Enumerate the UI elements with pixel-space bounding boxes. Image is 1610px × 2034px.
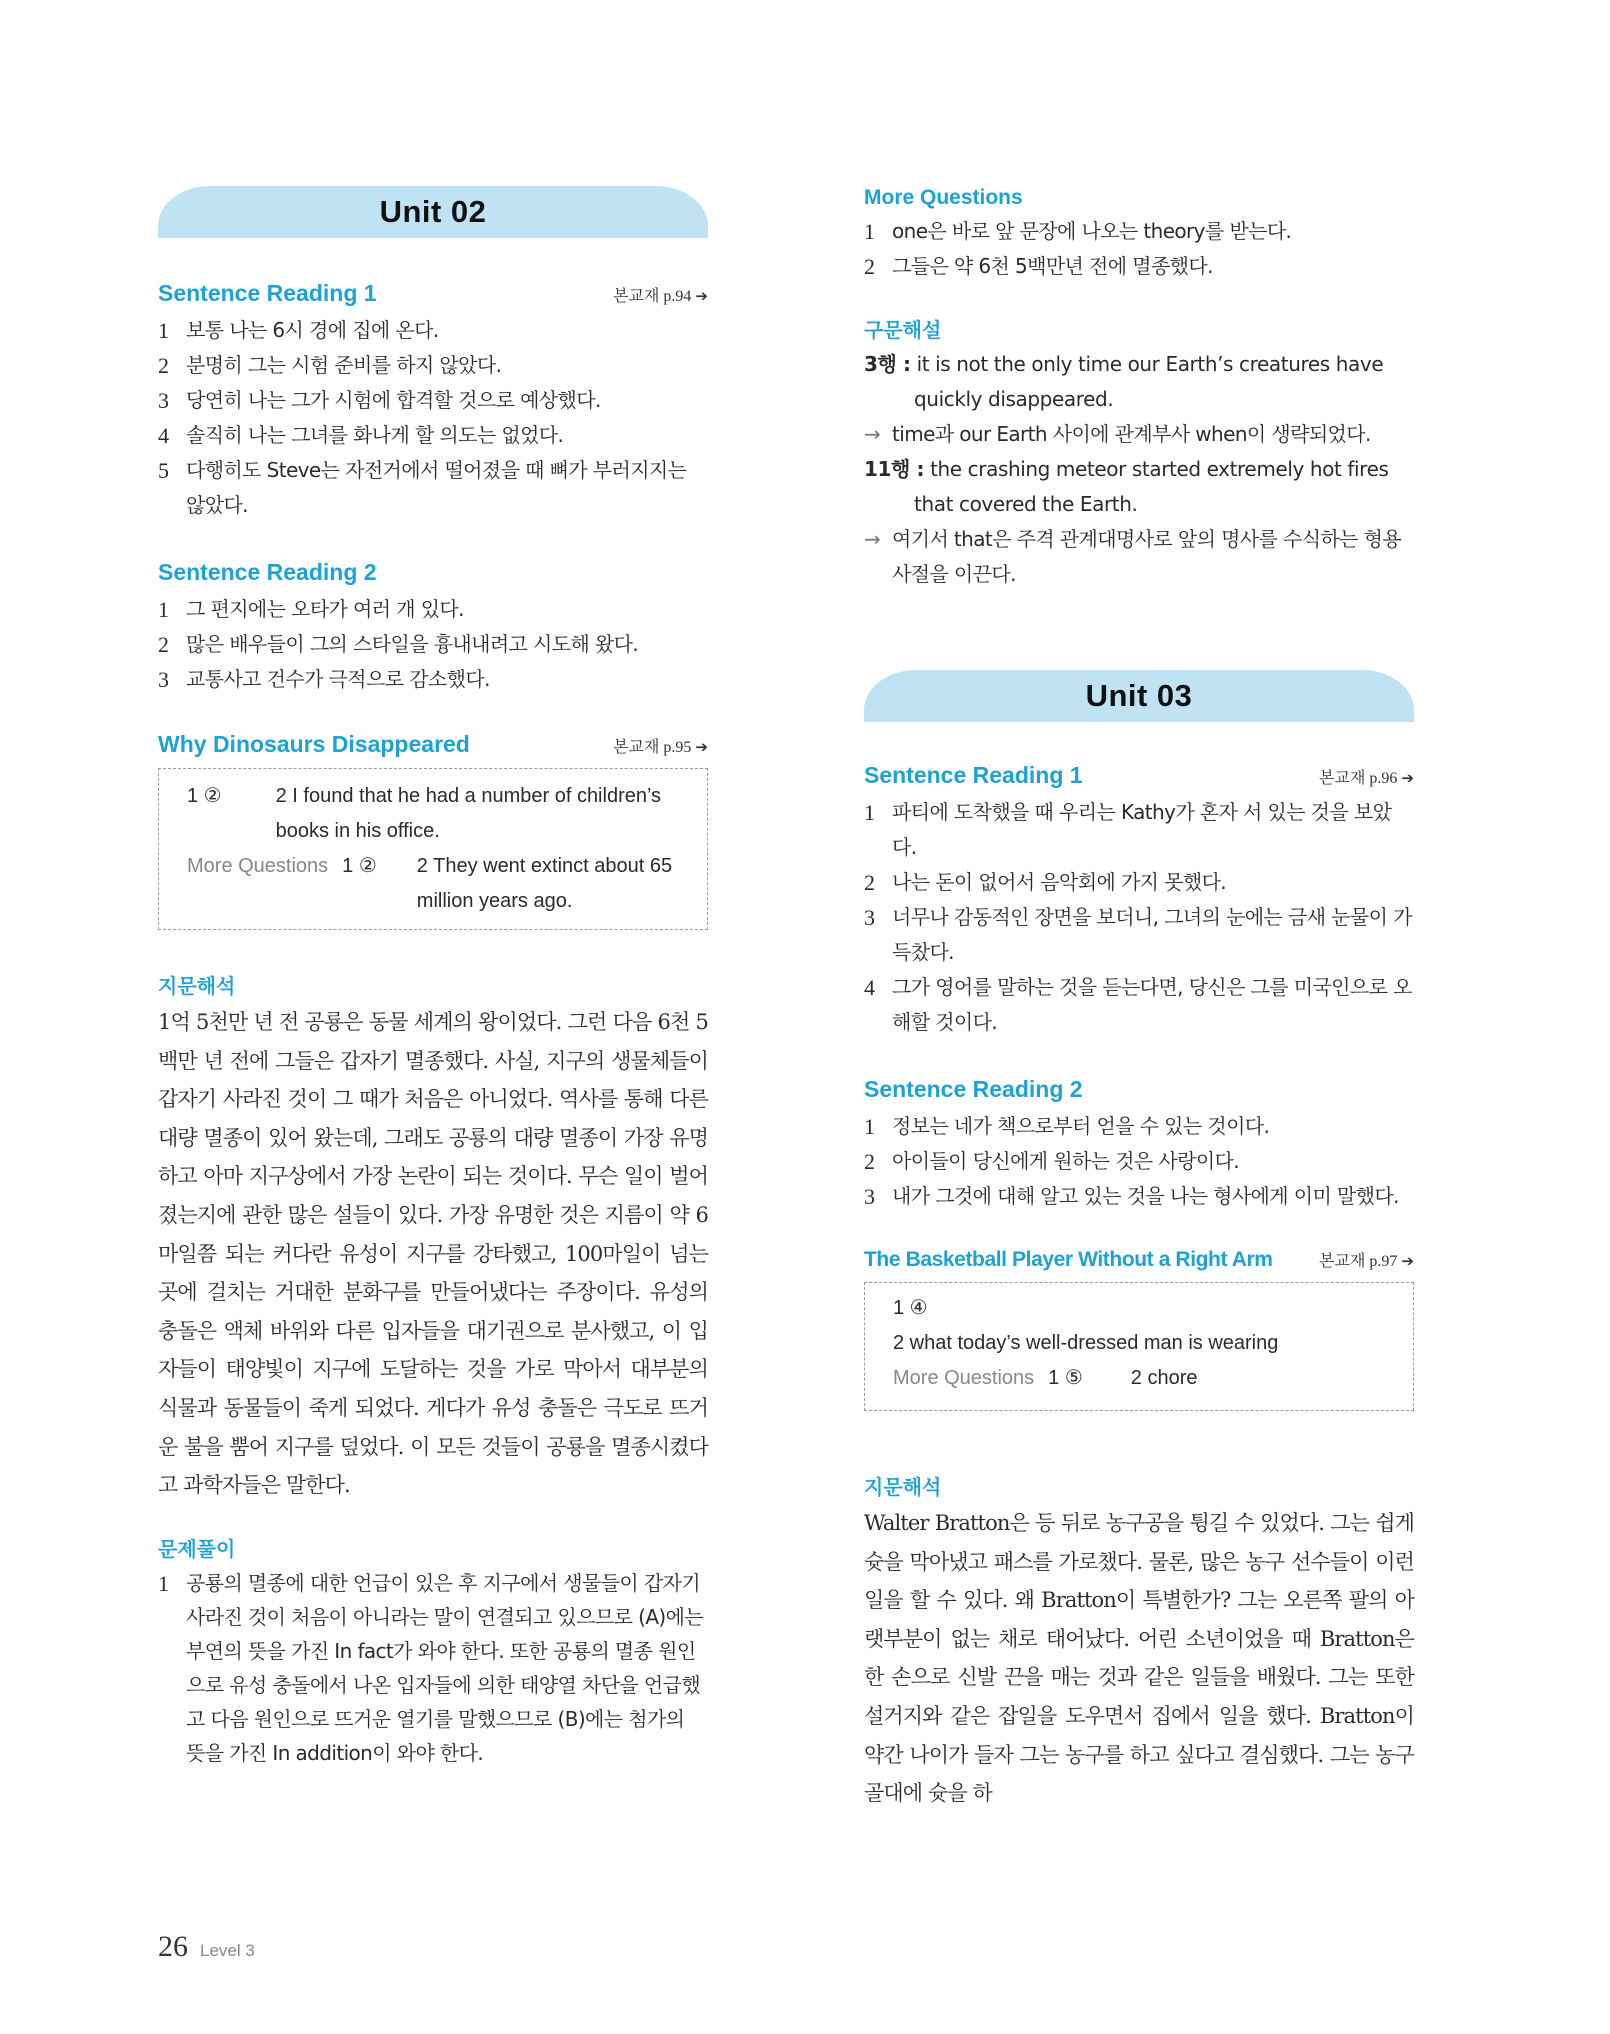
section-title: 구문해설 [864,318,942,342]
section-title: Why Dinosaurs Disappeared [158,731,470,757]
right-column: More Questions 1 one은 바로 앞 문장에 나오는 theory를 받는다. 2 그들은 약 6천 5백만년 전에 멸종했다. 구문해설 3행 : it is not the only time our Earth’s creatures have quickly disappeared. → time과 our Earth 사이에 관계부사 when이 생략되었다. 11행 : the crashing meteor started extremely hot fires that covered the Earth. → 여기서 that은 주격 관계대명사로 앞의 명사를 수식하는 형용사절을 이끈다. Unit 03 Sentence Reading 1 본교재 p.96 ➔ 1 파티에 도착했을 때 우리는 Kathy가 혼자 서 있는 것을 보았다. 2 나는 돈이 없어서 음악회에 가지 못했다. 3 너무나 감동적인 장면을 보더니, 그녀의 눈에는 금새 눈물이 가득찼다. 4 그가 영어를 말하는 것을 듣는다면, 당신은 그를 미국인으로 오해할 것이다. Sentence Reading 2 1 정보는 네가 책으로부터 얻을 수 있는 것이다. 2 아이들이 당신에게 원하는 것은 사랑이다. 3 내가 그것에 대해 알고 있는 것을 나는 형사에게 이미 말했다. The Basketball Player Without a Right Arm 본교재 p.97 ➔ 1 ④ 2 what today’s well-dressed man is wearing More Questions 1 ⑤ 2 chore 지문해석 Walter Bratton은 등 뒤로 농구공을 튕길 수 있었다. 그는 쉽게 슛을 막아냈고 패스를 가로챘다. 물론, 많은 농구 선수들이 이런 일을 할 수 있다. 왜 Bratton이 특별한가? 그는 오른쪽 팔의 아랫부분이 없는 채로 태어났다. 어린 소년이었을 때 Bratton은 한 손으로 신발 끈을 매는 것과 같은 일들을 배웠다. 그는 또한 설거지와 같은 잡일을 도우면서 집에서 일을 했다. Bratton이 약간 나이가 들자 그는 농구를 하고 싶다고 결심했다. 그는 농구 골대에 슛을 하 [864,186,1414,1813]
unit-02-banner [158,186,708,238]
list-item: 3 교통사고 건수가 극적으로 감소했다. [158,667,490,692]
page-reference: 본교재 p.95 ➔ [613,739,708,756]
section-title: Sentence Reading 2 [864,1076,1083,1102]
unit-title: Unit 03 [1085,678,1193,713]
list-item: 3 당연히 나는 그가 시험에 합격할 것으로 예상했다. [158,388,601,413]
section-header-sr2 [864,1076,1414,1103]
more-questions-list [864,214,1414,284]
list-item: 2 나는 돈이 없어서 음악회에 가지 못했다. [864,870,1227,895]
section-header-sr2 [158,559,708,586]
level-label: Level 3 [200,1941,255,1960]
answer-box [864,1282,1414,1411]
list-item: 1 그 편지에는 오타가 여러 개 있다. [158,597,464,622]
section-title: 지문해석 [158,974,236,998]
list-item: 1 정보는 네가 책으로부터 얻을 수 있는 것이다. [864,1114,1270,1139]
section-header-more-questions [864,186,1414,210]
arrow-right-icon: → [864,527,881,551]
mq-answer-1: 1 ② [342,855,377,877]
sentence-list-sr1 [158,313,708,523]
list-item: 2 분명히 그는 시험 준비를 하지 않았다. [158,353,502,378]
list-item: 5 다행히도 Steve는 자전거에서 떨어졌을 때 뼈가 부러지지는 않았다. [158,458,687,517]
list-item: 1 보통 나는 6시 경에 집에 온다. [158,318,439,343]
translation-paragraph: Walter Bratton은 등 뒤로 농구공을 튕길 수 있었다. 그는 쉽게 슛을 막아냈고 패스를 가로챘다. 물론, 많은 농구 선수들이 이런 일을 할 수 있다. 왜 Bratton이 특별한가? 그는 오른쪽 팔의 아랫부분이 없는 채로 태어났다. 어린 소년이었을 때 Bratton은 한 손으로 신발 끈을 매는 것과 같은 일들을 배웠다. 그는 또한 설거지와 같은 잡일을 도우면서 집에서 일을 했다. Bratton이 약간 나이가 들자 그는 농구를 하고 싶다고 결심했다. 그는 농구 골대에 슛을 하 [864,1511,1414,1806]
section-header-why [158,731,708,758]
translation-paragraph: 1억 5천만 년 전 공룡은 동물 세계의 왕이었다. 그런 다음 6천 5백만 년 전에 그들은 갑자기 멸종했다. 사실, 지구의 생물체들이 갑자기 사라진 것이 그 때가 처음은 아니었다. 역사를 통해 다른 대량 멸종이 있어 왔는데, 그래도 공룡의 대량 멸종이 가장 유명하고 아마 지구상에서 가장 논란이 되는 것이다. 무슨 일이 벌어졌는지에 관한 많은 설들이 있다. 가장 유명한 것은 지름이 약 6마일쯤 되는 커다란 유성이 지구를 강타했고, 100마일이 넘는 곳에 걸치는 거대한 분화구를 만들어냈다는 주장이다. 유성의 충돌은 액체 바위와 다른 입자들을 대기권으로 분사했고, 이 입자들이 태양빛이 지구에 도달하는 것을 가로 막아서 대부분의 식물과 동물들이 죽게 되었다. 게다가 유성 충돌은 극도로 뜨거운 불을 뿜어 지구를 덮었다. 이 모든 것들이 공룡을 멸종시켰다고 과학자들은 말한다. [158,1010,708,1498]
more-questions-label: More Questions [187,855,329,877]
list-item: 2 많은 배우들이 그의 스타일을 흉내내려고 시도해 왔다. [158,632,639,657]
arrow-right-icon: ➔ [1401,771,1414,787]
arrow-right-icon: → [864,422,881,446]
arrow-right-icon: ➔ [695,740,708,756]
section-title: 문제풀이 [158,1536,236,1561]
section-title: The Basketball Player Without a Right Arm [864,1248,1273,1271]
section-title: 지문해석 [864,1475,942,1499]
answer-1: 1 ② [187,785,222,807]
sentence-list-sr2 [158,592,708,697]
unit-03-banner [864,670,1414,722]
section-title: More Questions [864,186,1023,209]
more-questions-label: More Questions [893,1367,1035,1389]
mq-answer-2: 2 chore [1130,1367,1198,1389]
grammar-note-1: 3행 : it is not the only time our Earth’s creatures have [864,352,1384,376]
page-reference: 본교재 p.96 ➔ [1319,770,1414,787]
list-item: 4 그가 영어를 말하는 것을 듣는다면, 당신은 그를 미국인으로 오해할 것이다. [864,975,1412,1034]
page-reference: 본교재 p.94 ➔ [613,288,708,305]
list-item: 1 one은 바로 앞 문장에 나오는 theory를 받는다. [864,219,1292,244]
section-header-sr1 [864,762,1414,789]
section-title: Sentence Reading 1 [864,762,1083,788]
arrow-right-icon: ➔ [1401,1254,1414,1270]
left-column [158,186,708,1770]
list-item: 2 아이들이 당신에게 원하는 것은 사랑이다. [864,1149,1240,1174]
sentence-list-sr2 [864,1109,1414,1214]
answer-1: 1 ④ [893,1297,928,1319]
grammar-explanation: → time과 our Earth 사이에 관계부사 when이 생략되었다. [864,417,1414,452]
section-header-basketball [864,1248,1414,1272]
mq-answer-2: 2 They went extinct about 65 million years ago. [416,855,673,912]
sentence-list-sr1 [864,795,1414,1040]
section-title: Sentence Reading 1 [158,280,377,306]
answer-2: 2 what today’s well-dressed man is wearing [893,1332,1279,1354]
list-item: 2 그들은 약 6천 5백만년 전에 멸종했다. [864,254,1213,279]
unit-title: Unit 02 [379,194,487,229]
list-item: 3 내가 그것에 대해 알고 있는 것을 나는 형사에게 이미 말했다. [864,1184,1399,1209]
answer-2: 2 I found that he had a number of children’s books in his office. [275,785,662,842]
answer-box [158,768,708,930]
page-reference: 본교재 p.97 ➔ [1319,1253,1414,1270]
grammar-explanation: → 여기서 that은 주격 관계대명사로 앞의 명사를 수식하는 형용사절을 이끈다. [864,522,1414,592]
section-header-sr1 [158,280,708,307]
arrow-right-icon: ➔ [695,289,708,305]
section-title: Sentence Reading 2 [158,559,377,585]
list-item: 3 너무나 감동적인 장면을 보더니, 그녀의 눈에는 금새 눈물이 가득찼다. [864,905,1412,964]
list-item: 1 파티에 도착했을 때 우리는 Kathy가 혼자 서 있는 것을 보았다. [864,800,1392,859]
mq-answer-1: 1 ⑤ [1048,1367,1083,1389]
list-item: 1 공룡의 멸종에 대한 언급이 있은 후 지구에서 생물들이 갑자기 사라진 것이 처음이 아니라는 말이 연결되고 있으므로 (A)에는 부연의 뜻을 가진 In fact가 와야 한다. 또한 공룡의 멸종 원인으로 유성 충돌에서 나온 입자들에 의한 태양열 차단을 언급했고 다음 원인으로 뜨거운 열기를 말했으므로 (B)에는 첨가의 뜻을 가진 In addition이 와야 한다. [158,1570,704,1765]
page-footer [158,1930,255,1964]
page-number: 26 [158,1930,188,1963]
solution-list [158,1566,708,1770]
grammar-note-2: 11행 : the crashing meteor started extremely hot fires [864,457,1389,481]
list-item: 4 솔직히 나는 그녀를 화나게 할 의도는 없었다. [158,423,564,448]
